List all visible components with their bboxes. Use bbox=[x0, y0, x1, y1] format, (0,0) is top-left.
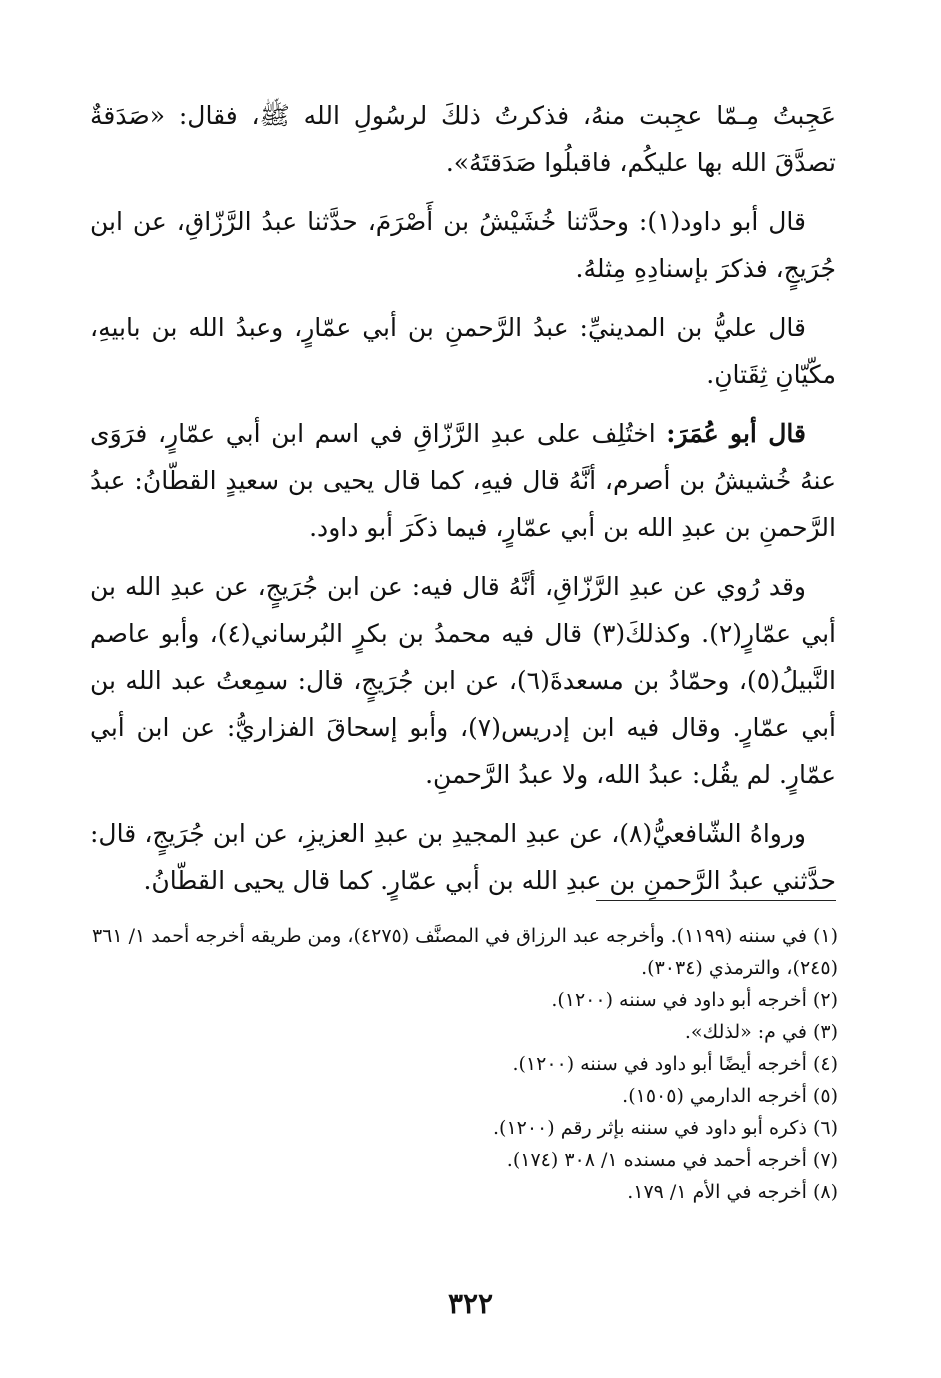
footnotes bbox=[90, 920, 838, 1208]
main-text bbox=[90, 92, 836, 916]
paragraph-6: ورواهُ الشّافعيُّ(٨)، عن عبدِ المجيدِ بن عبدِ العزيزِ، عن ابن جُرَيجٍ، قال: حدَّثني عبدُ الرَّحمنِ بن عبدِ الله بن أبي عمّارٍ. كما قال يحيى القطّانُ. bbox=[90, 819, 836, 895]
paragraph-4-text: اختُلِف على عبدِ الرَّزّاقِ في اسم ابن أبي عمّارٍ، فرَوَى عنهُ خُشيشُ بن أصرم، أنَّهُ قال فيهِ، كما قال يحيى بن سعيدٍ القطّانُ: عبدُ الرَّحمنِ بن عبدِ الله بن أبي عمّارٍ، فيما ذكَرَ أبو داود. bbox=[90, 419, 836, 542]
footnote-3: (٣) في م: «لذلك». bbox=[684, 1021, 838, 1043]
footnote-4: (٤) أخرجه أيضًا أبو داود في سننه (١٢٠٠). bbox=[512, 1053, 838, 1075]
footnote-2: (٢) أخرجه أبو داود في سننه (١٢٠٠). bbox=[551, 989, 838, 1011]
paragraph-4-lead: قال أبو عُمَرَ: bbox=[666, 419, 806, 448]
paragraph-1: عَجِبتُ مِـمّا عجِبت منهُ، فذكرتُ ذلكَ لرسُولِ الله ﷺ، فقال: «صَدَقةٌ تصدَّقَ الله بها عليكُم، فاقبلُوا صَدَقتَهُ». bbox=[90, 101, 836, 177]
footnote-8: (٨) أخرجه في الأم ١/ ١٧٩. bbox=[627, 1181, 838, 1203]
footnote-7: (٧) أخرجه أحمد في مسنده ١/ ٣٠٨ (١٧٤). bbox=[506, 1149, 838, 1171]
paragraph-2: قال أبو داود(١): وحدَّثنا خُشَيْشُ بن أَصْرَمَ، حدَّثنا عبدُ الرَّزّاقِ، عن ابن جُرَيجٍ، فذكرَ بإسنادِهِ مِثلهُ. bbox=[90, 207, 836, 283]
footnote-separator bbox=[596, 900, 836, 901]
page-number: ٣٢٢ bbox=[447, 1287, 494, 1320]
footnote-5: (٥) أخرجه الدارمي (١٥٠٥). bbox=[622, 1085, 838, 1107]
footnote-6: (٦) ذكره أبو داود في سننه بإثر رقم (١٢٠٠). bbox=[492, 1117, 838, 1139]
footnote-1: (١) في سننه (١١٩٩). وأخرجه عبد الرزاق في المصنَّف (٤٢٧٥)، ومن طريقه أخرجه أحمد ١/ ٣٦١ (٢٤٥)، والترمذي (٣٠٣٤). bbox=[91, 925, 838, 979]
paragraph-3: قال عليُّ بن المدينيِّ: عبدُ الرَّحمنِ بن أبي عمّارٍ، وعبدُ الله بن بابيهِ، مكّيّانِ ثِقَتانِ. bbox=[90, 313, 836, 389]
paragraph-5: وقد رُوي عن عبدِ الرَّزّاقِ، أنَّهُ قال فيه: عن ابن جُرَيجٍ، عن عبدِ الله بن أبي عمّارٍ(٢). وكذلكَ(٣) قال فيه محمدُ بن بكرٍ البُرساني(٤)، وأبو عاصم النَّبيلُ(٥)، وحمّادُ بن مسعدةَ(٦)، عن ابن جُرَيجٍ، قال: سمِعتُ عبد الله بن أبي عمّارٍ. وقال فيه ابن إدريس(٧)، وأبو إسحاقَ الفزاريُّ: عن ابن أبي عمّارٍ. لم يقُل: عبدُ الله، ولا عبدُ الرَّحمنِ. bbox=[90, 572, 837, 789]
paragraph-4 bbox=[90, 410, 836, 551]
